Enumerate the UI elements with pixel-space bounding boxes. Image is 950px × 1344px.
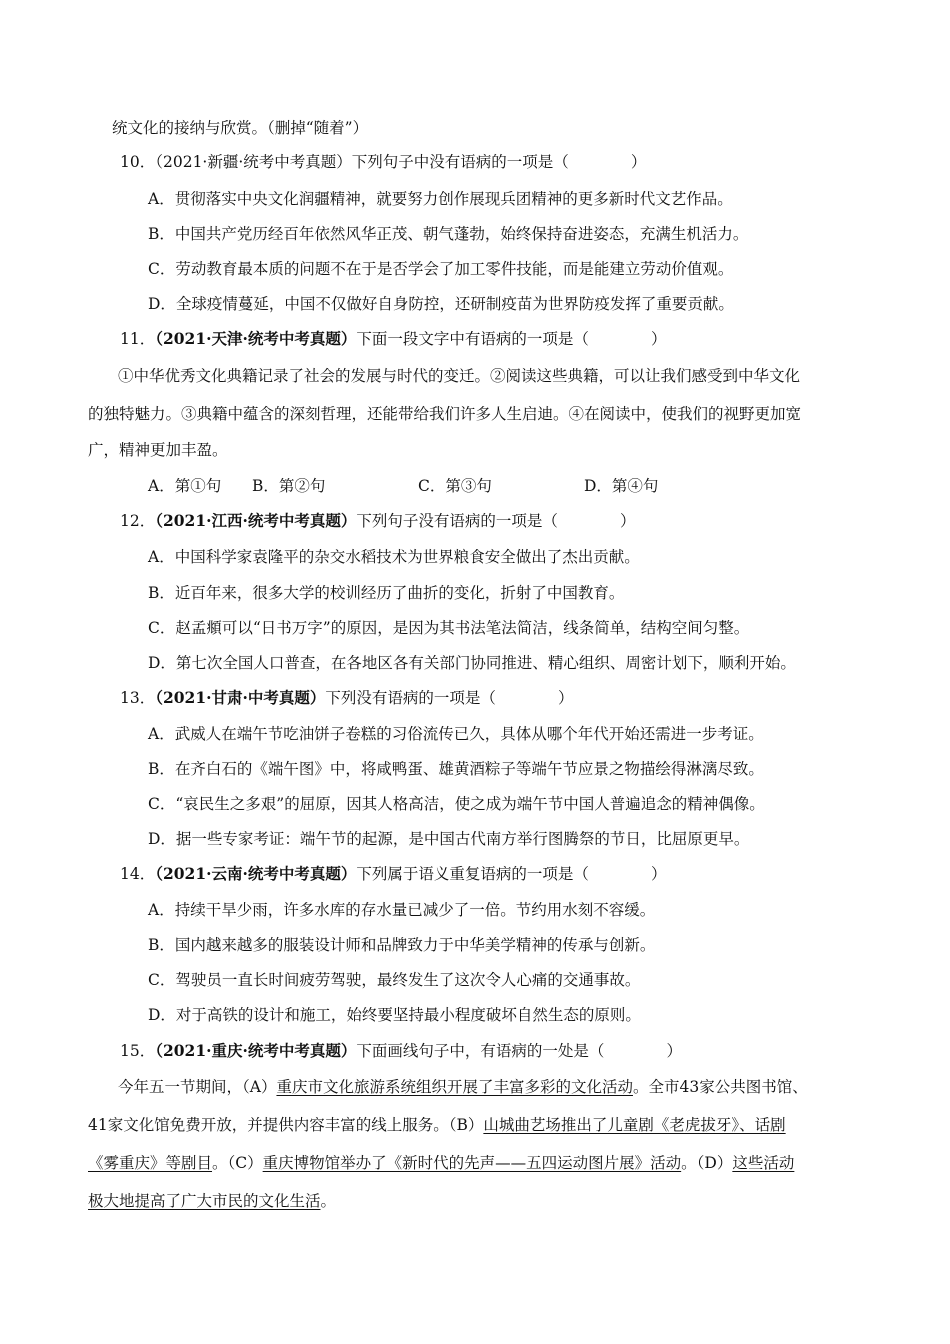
q11-option-d: D．第④句: [584, 477, 659, 495]
question-source: （2021·重庆·统考中考真题）: [155, 1041, 357, 1060]
q15-passage-line-4: 极大地提高了广大市民的文化生活。: [88, 1192, 337, 1210]
q15-passage-line-1: 今年五一节期间，（A）重庆市文化旅游系统组织开展了丰富多彩的文化活动。全市43家公共图书馆、: [118, 1078, 808, 1096]
question-source: （2021·云南·统考中考真题）: [155, 864, 357, 883]
q14-option-a: A．持续干旱少雨，许多水库的存水量已减少了一倍。节约用水刻不容缓。: [148, 901, 656, 919]
q12-option-c: C．赵孟頫可以“日书万字”的原因，是因为其书法笔法简洁，线条简单，结构空间匀整。: [148, 619, 750, 637]
underlined-sentence-b-cont: 《雾重庆》等剧目: [88, 1154, 213, 1172]
q11-options-row: [0, 476, 950, 498]
question-source: （2021·天津·统考中考真题）: [155, 329, 357, 348]
q12-option-a: A．中国科学家袁隆平的杂交水稻技术为世界粮食安全做出了杰出贡献。: [148, 548, 640, 566]
intro-tail: 统文化的接纳与欣赏。（删掉“随着”）: [112, 119, 369, 137]
question-10-stem: 10．（2021·新疆·统考中考真题）下列句子中没有语病的一项是（ ）: [120, 153, 647, 171]
question-number: 12．: [120, 512, 156, 530]
q11-option-c: C．第③句: [418, 477, 492, 495]
q14-option-b: B．国内越来越多的服装设计师和品牌致力于中华美学精神的传承与创新。: [148, 936, 656, 954]
q11-passage-line-2: 的独特魅力。③典籍中蕴含的深刻哲理，还能带给我们许多人生启迪。④在阅读中，使我们的视野更加宽: [88, 405, 802, 423]
q11-passage-line-3: 广，精神更加丰盈。: [88, 441, 228, 459]
q10-option-b: B．中国共产党历经百年依然风华正茂、朝气蓬勃，始终保持奋进姿态，充满生机活力。: [148, 225, 749, 243]
q13-option-b: B．在齐白石的《端午图》中，将咸鸭蛋、雄黄酒粽子等端午节应景之物描绘得淋漓尽致。: [148, 760, 764, 778]
question-text: 下面一段文字中有语病的一项是（: [356, 330, 589, 348]
q11-passage-line-1: ①中华优秀文化典籍记录了社会的发展与时代的变迁。②阅读这些典籍，可以让我们感受到中华文化: [118, 367, 801, 385]
q10-option-c: C．劳动教育最本质的问题不在于是否学会了加工零件技能，而是能建立劳动价值观。: [148, 260, 734, 278]
question-text: 下列属于语义重复语病的一项是（: [356, 865, 589, 883]
underlined-sentence-a: 重庆市文化旅游系统组织开展了丰富多彩的文化活动: [276, 1078, 633, 1096]
question-14-stem: 14．（2021·云南·统考中考真题）下列属于语义重复语病的一项是（ ）: [120, 864, 667, 883]
q14-option-c: C．驾驶员一直长时间疲劳驾驶，最终发生了这次令人心痛的交通事故。: [148, 971, 641, 989]
q12-option-b: B．近百年来，很多大学的校训经历了曲折的变化，折射了中国教育。: [148, 584, 625, 602]
underlined-sentence-d: 这些活动: [732, 1154, 795, 1172]
q13-option-a: A．武威人在端午节吃油饼子卷糕的习俗流传已久，具体从哪个年代开始还需进一步考证。: [148, 725, 764, 743]
question-source: （2021·新疆·统考中考真题）: [155, 153, 352, 171]
question-source: （2021·江西·统考中考真题）: [155, 511, 357, 530]
question-text: 下面画线句子中，有语病的一处是（: [356, 1042, 605, 1060]
q10-option-a: A．贯彻落实中央文化润疆精神，就要努力创作展现兵团精神的更多新时代文艺作品。: [148, 190, 733, 208]
question-source: （2021·甘肃·中考真题）: [155, 688, 326, 707]
question-text: 下列没有语病的一项是（: [325, 689, 496, 707]
question-number: 13．: [120, 689, 156, 707]
question-number: 14．: [120, 865, 156, 883]
q12-option-d: D．第七次全国人口普查，在各地区各有关部门协同推进、精心组织、周密计划下，顺利开始。: [148, 654, 796, 672]
question-number: 15．: [120, 1042, 156, 1060]
underlined-sentence-c: 重庆博物馆举办了《新时代的先声——五四运动图片展》活动: [262, 1154, 682, 1172]
q11-option-a: A．第①句: [148, 477, 222, 495]
underlined-sentence-b: 山城曲艺场推出了儿童剧《老虎拔牙》、话剧: [483, 1116, 786, 1134]
q10-option-d: D．全球疫情蔓延，中国不仅做好自身防控，还研制疫苗为世界防疫发挥了重要贡献。: [148, 295, 734, 313]
question-12-stem: 12．（2021·江西·统考中考真题）下列句子没有语病的一项是（ ）: [120, 511, 636, 530]
q13-option-c: C．“哀民生之多艰”的屈原，因其人格高洁，使之成为端午节中国人普遍追念的精神偶像。: [148, 795, 765, 813]
question-text: 下列句子没有语病的一项是（: [356, 512, 558, 530]
q14-option-d: D．对于高铁的设计和施工，始终要坚持最小程度破坏自然生态的原则。: [148, 1006, 641, 1024]
q11-option-b: B．第②句: [252, 477, 326, 495]
question-13-stem: 13．（2021·甘肃·中考真题）下列没有语病的一项是（ ）: [120, 688, 574, 707]
q15-passage-line-2: 41家文化馆免费开放，并提供内容丰富的线上服务。（B）山城曲艺场推出了儿童剧《老虎拔牙》、话剧: [88, 1116, 786, 1134]
question-15-stem: 15．（2021·重庆·统考中考真题）下面画线句子中，有语病的一处是（ ）: [120, 1041, 682, 1060]
q15-passage-line-3: 《雾重庆》等剧目。（C）重庆博物馆举办了《新时代的先声——五四运动图片展》活动。（D）这些活动: [88, 1154, 795, 1172]
underlined-sentence-d-cont: 极大地提高了广大市民的文化生活: [88, 1192, 321, 1210]
question-text: 下列句子中没有语病的一项是（: [351, 153, 569, 171]
question-number: 10．: [120, 153, 156, 171]
question-number: 11．: [120, 330, 156, 348]
question-11-stem: 11．（2021·天津·统考中考真题）下面一段文字中有语病的一项是（ ）: [120, 329, 667, 348]
q13-option-d: D．据一些专家考证：端午节的起源，是中国古代南方举行图腾祭的节日，比屈原更早。: [148, 830, 750, 848]
